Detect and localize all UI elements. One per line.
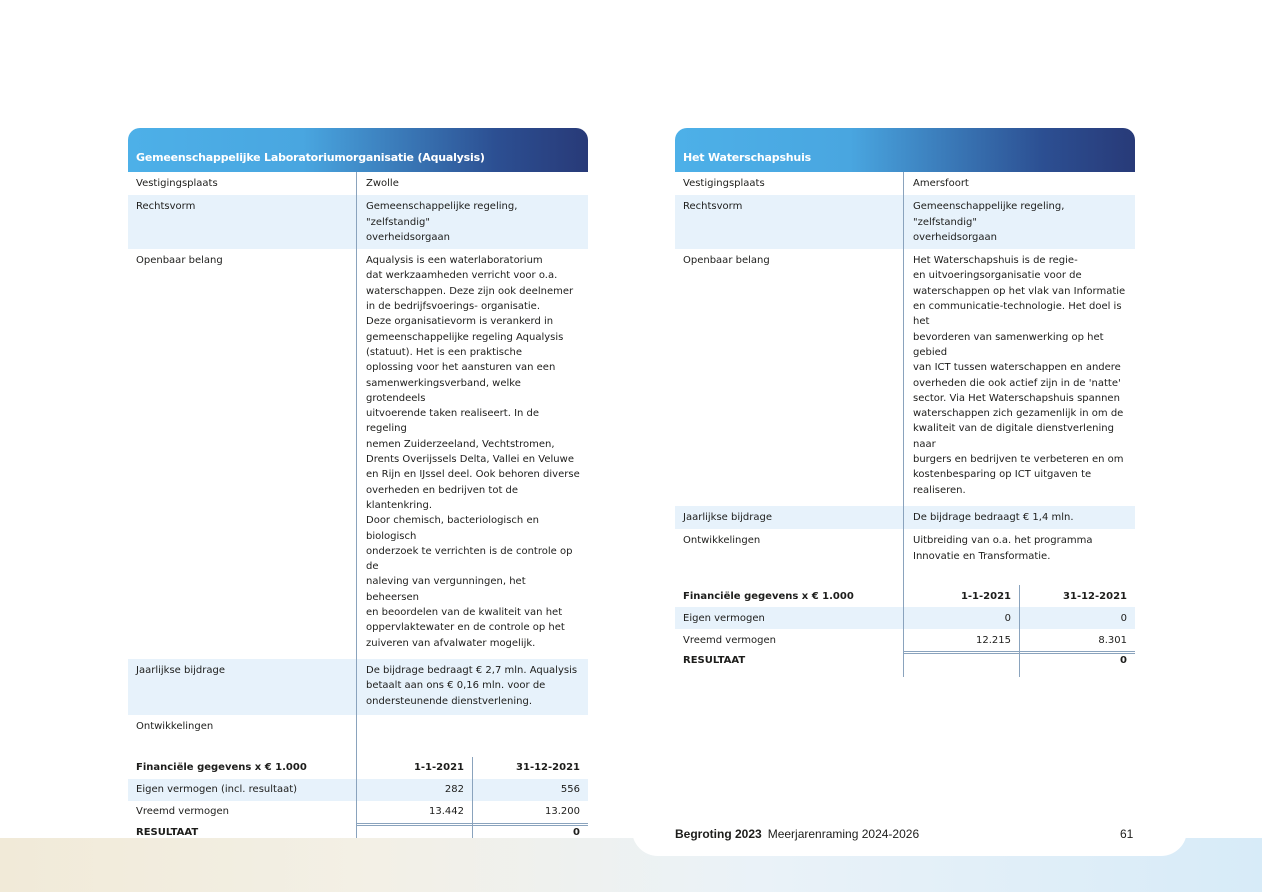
row-label: Rechtsvorm: [683, 201, 743, 213]
financial-result-row: RESULTAAT 0: [683, 655, 1127, 667]
financial-row: Eigen vermogen (incl. resultaat) 282 556: [128, 779, 588, 801]
table-row: [675, 249, 1135, 506]
info-table: [675, 172, 1135, 585]
table-row: [675, 506, 1135, 529]
footer-title: [675, 827, 919, 841]
table-row: [675, 529, 1135, 585]
row-label: Openbaar belang: [136, 255, 223, 267]
table-row: [128, 195, 588, 249]
row-label: Ontwikkelingen: [136, 720, 214, 732]
table-row: [128, 659, 588, 715]
table-row: [128, 172, 588, 195]
info-table: [128, 172, 588, 757]
row-label: Rechtsvorm: [136, 201, 196, 213]
row-label: Jaarlijkse bijdrage: [136, 664, 225, 676]
row-value: Het Waterschapshuis is de regie- en uitvoeringsorganisatie voor de waterschappen op het vlak van Informatie en communicatie-technologie. Het doel is het bevorderen van samenwerking op het gebied van ICT tussen waterschappen en andere overheden die ook actief zijn in de 'natte' sector. Via Het Waterschapshuis spannen waterschappen zich gezamenlijk in om de kwaliteit van de digitale dienstverlening naar burgers en bedrijven te verbeteren en om kostenbesparing op ICT uitgaven te realiseren.: [913, 255, 1126, 496]
row-value: Zwolle: [366, 178, 399, 189]
row-value: [356, 715, 588, 757]
panel-title: Gemeenschappelijke Laboratoriumorganisatie (Aqualysis): [128, 128, 588, 172]
financial-row: Eigen vermogen 0 0: [675, 607, 1135, 629]
row-value: Uitbreiding van o.a. het programma Innovatie en Transformatie.: [913, 535, 1093, 562]
financial-row: Vreemd vermogen 13.442 13.200: [136, 806, 580, 818]
row-label: Vestigingsplaats: [136, 178, 218, 189]
row-label: Vestigingsplaats: [683, 178, 765, 189]
row-label: Openbaar belang: [683, 255, 770, 267]
table-row: [675, 195, 1135, 249]
financial-row: Vreemd vermogen 12.215 8.301: [683, 634, 1127, 646]
footer-title-bold: Begroting 2023: [675, 827, 762, 841]
row-value: Gemeenschappelijke regeling, "zelfstandig" overheidsorgaan: [366, 201, 518, 243]
row-value: De bijdrage bedraagt € 1,4 mln.: [913, 511, 1074, 523]
aqualysis-panel: [128, 128, 588, 849]
financial-table: [128, 757, 588, 849]
financial-result-row: RESULTAAT 0: [136, 826, 580, 838]
page-number: 61: [1120, 827, 1134, 841]
financial-table: [675, 585, 1135, 677]
table-row: [128, 715, 588, 757]
row-label: Ontwikkelingen: [683, 535, 761, 547]
table-row: [128, 249, 588, 659]
footer-title-rest: Meerjarenraming 2024-2026: [767, 827, 920, 841]
waterschapshuis-panel: [675, 128, 1135, 677]
panel-title: Het Waterschapshuis: [675, 128, 1135, 172]
row-value: De bijdrage bedraagt € 2,7 mln. Aqualysis betaalt aan ons € 0,16 mln. voor de ondersteunende dienstverlening.: [366, 664, 578, 707]
row-label: Jaarlijkse bijdrage: [683, 511, 772, 523]
row-value: Amersfoort: [913, 178, 969, 189]
financial-header-row: Financiële gegevens x € 1.000 1-1-2021 31-12-2021: [683, 590, 1127, 602]
row-value: Gemeenschappelijke regeling, "zelfstandig" overheidsorgaan: [913, 201, 1065, 243]
financial-header-row: Financiële gegevens x € 1.000 1-1-2021 31-12-2021: [136, 762, 580, 774]
row-value: Aqualysis is een waterlaboratorium dat werkzaamheden verricht voor o.a. waterschappen. Deze zijn ook deelnemer in de bedrijfsvoerings- organisatie. Deze organisatievorm is verankerd in gemeenschappelijke regeling Aqualysis (statuut). Het is een praktische oplossing voor het aansturen van een samenwerkingsverband, welke grotendeels uitvoerende taken realiseert. In de regeling nemen Zuiderzeeland, Vechtstromen, Drents Overijssels Delta, Vallei en Veluwe en Rijn en IJssel deel. Ook behoren diverse overheden en bedrijven tot de klantenkring. Door chemisch, bacteriologisch en biologisch onderzoek te verrichten is de controle op de naleving van vergunningen, het beheersen en beoordelen van de kwaliteit van het oppervlaktewater en de controle op het zuiveren van afvalwater mogelijk.: [366, 255, 580, 649]
table-row: [675, 172, 1135, 195]
